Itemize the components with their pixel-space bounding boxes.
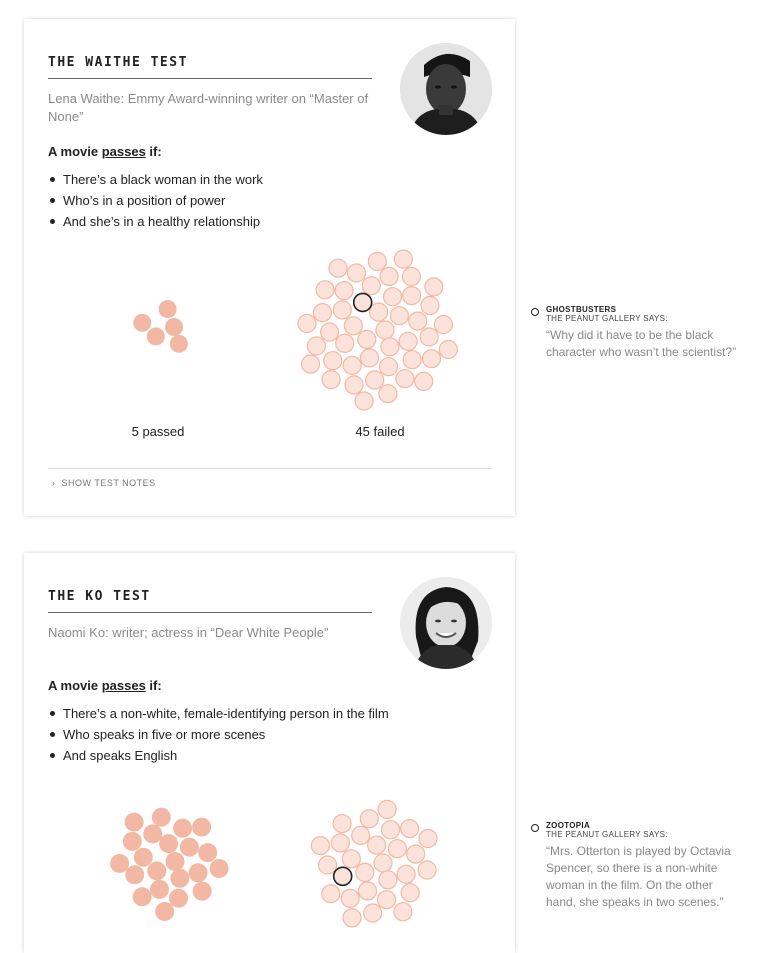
movie-dot[interactable]	[173, 819, 192, 838]
movie-dot[interactable]	[169, 889, 188, 908]
movie-dot[interactable]	[298, 315, 316, 333]
passes-heading: A movie passes if:	[48, 678, 162, 693]
movie-dot[interactable]	[381, 338, 399, 356]
annotation-quote: “Mrs. Otterton is played by Octavia Spencer, so there is a non-white woman in the film. On the other hand, she speaks in two scenes.”	[546, 844, 731, 909]
movie-dot[interactable]	[180, 838, 199, 857]
movie-dot[interactable]	[378, 800, 396, 818]
movie-dot[interactable]	[198, 843, 217, 862]
movie-dot[interactable]	[403, 351, 421, 369]
movie-dot[interactable]	[376, 321, 394, 339]
movie-dot[interactable]	[368, 836, 386, 854]
movie-dot[interactable]	[331, 834, 349, 852]
movie-dot[interactable]	[319, 856, 337, 874]
criteria-item: There’s a black woman in the work	[48, 169, 263, 190]
movie-dot[interactable]	[407, 845, 425, 863]
movie-dot[interactable]	[384, 288, 402, 306]
movie-dot[interactable]	[133, 887, 152, 906]
failed-count-label: 45 failed	[355, 424, 405, 439]
movie-annotation	[531, 821, 741, 911]
movie-dot[interactable]	[380, 267, 398, 285]
movie-dot[interactable]	[166, 852, 185, 871]
movie-dot[interactable]	[335, 282, 353, 300]
movie-dot[interactable]	[380, 358, 398, 376]
title-divider	[48, 612, 372, 613]
movie-dot[interactable]	[352, 826, 370, 844]
movie-dot[interactable]	[143, 824, 162, 843]
movie-dot[interactable]	[362, 277, 380, 295]
movie-dot[interactable]	[170, 869, 189, 888]
movie-dot[interactable]	[159, 300, 177, 318]
passed-count-label: 5 passed	[131, 424, 185, 439]
movie-dot[interactable]	[415, 372, 433, 390]
movie-dot[interactable]	[370, 303, 388, 321]
movie-dot[interactable]	[134, 848, 153, 867]
movie-dot[interactable]	[397, 865, 415, 883]
movie-dot[interactable]	[421, 297, 439, 315]
movie-dot[interactable]	[324, 352, 342, 370]
movie-dot[interactable]	[423, 350, 441, 368]
movie-dot[interactable]	[341, 889, 359, 907]
movie-dot[interactable]	[125, 865, 144, 884]
annotation-movie: GHOSTBUSTERS	[546, 305, 617, 314]
movie-dot[interactable]	[333, 301, 351, 319]
test-title: THE WAITHE TEST	[48, 55, 188, 70]
criteria-item: Who’s in a position of power	[48, 190, 263, 211]
test-card-ko	[24, 553, 515, 953]
movie-dot[interactable]	[210, 859, 229, 878]
movie-dot[interactable]	[125, 813, 144, 832]
highlight-marker-icon	[531, 824, 539, 832]
notes-divider	[48, 468, 492, 469]
person-description: Lena Waithe: Emmy Award-winning writer on “Master of None”	[48, 91, 369, 124]
criteria-item: And she’s in a healthy relationship	[48, 211, 263, 232]
movie-dot[interactable]	[123, 832, 142, 851]
movie-dot[interactable]	[150, 880, 169, 899]
movie-dot[interactable]	[329, 259, 347, 277]
movie-dot[interactable]	[342, 850, 360, 868]
movie-dot[interactable]	[419, 830, 437, 848]
movie-dot[interactable]	[192, 818, 211, 837]
title-divider	[48, 78, 372, 79]
movie-dot[interactable]	[133, 314, 151, 332]
movie-dot[interactable]	[379, 871, 397, 889]
passed-dot-cluster	[134, 295, 198, 359]
annotation-gallery-label: THE PEANUT GALLERY SAYS:	[546, 830, 668, 839]
movie-dot[interactable]	[409, 312, 427, 330]
annotation-gallery-label: THE PEANUT GALLERY SAYS:	[546, 314, 668, 323]
movie-dot[interactable]	[402, 268, 420, 286]
movie-dot[interactable]	[152, 808, 171, 827]
movie-dot[interactable]	[110, 854, 129, 873]
failed-dot-cluster	[304, 793, 446, 933]
movie-dot[interactable]	[159, 834, 178, 853]
movie-dot[interactable]	[358, 330, 376, 348]
movie-dot[interactable]	[361, 349, 379, 367]
movie-dot[interactable]	[316, 281, 334, 299]
movie-dot[interactable]	[356, 863, 374, 881]
movie-dot[interactable]	[355, 392, 373, 410]
movie-dot[interactable]	[439, 341, 457, 359]
movie-dot[interactable]	[390, 307, 408, 325]
highlighted-movie-dot[interactable]	[354, 293, 372, 311]
criteria-item: There’s a non-white, female-identifying person in the film	[48, 703, 389, 724]
movie-dot[interactable]	[307, 337, 325, 355]
movie-dot[interactable]	[418, 861, 436, 879]
movie-dot[interactable]	[401, 884, 419, 902]
test-card-waithe	[24, 19, 515, 516]
movie-dot[interactable]	[374, 854, 392, 872]
passed-dot-cluster	[102, 789, 232, 934]
movie-dot[interactable]	[368, 253, 386, 271]
movie-dot[interactable]	[170, 335, 188, 353]
failed-dot-cluster	[292, 245, 462, 415]
movie-dot[interactable]	[348, 264, 366, 282]
movie-dot[interactable]	[333, 815, 351, 833]
movie-dot[interactable]	[379, 385, 397, 403]
movie-dot[interactable]	[366, 371, 384, 389]
criteria-item: And speaks English	[48, 745, 389, 766]
movie-dot[interactable]	[336, 334, 354, 352]
movie-dot[interactable]	[425, 278, 443, 296]
show-test-notes-label: SHOW TEST NOTES	[61, 478, 156, 488]
movie-dot[interactable]	[322, 371, 340, 389]
movie-dot[interactable]	[313, 304, 331, 322]
passes-heading: A movie passes if:	[48, 144, 162, 159]
person-description: Naomi Ko: writer; actress in “Dear White People”	[48, 625, 329, 640]
movie-dot[interactable]	[147, 327, 165, 345]
movie-dot[interactable]	[155, 902, 174, 921]
movie-annotation	[531, 305, 741, 361]
movie-dot[interactable]	[345, 376, 363, 394]
movie-dot[interactable]	[344, 317, 362, 335]
movie-dot[interactable]	[378, 891, 396, 909]
movie-dot[interactable]	[364, 904, 382, 922]
movie-dot[interactable]	[343, 909, 361, 927]
movie-dot[interactable]	[403, 287, 421, 305]
movie-dot[interactable]	[394, 250, 412, 268]
movie-dot[interactable]	[359, 882, 377, 900]
criteria-item: Who speaks in five or more scenes	[48, 724, 389, 745]
criteria-list	[48, 169, 263, 232]
movie-dot[interactable]	[165, 318, 183, 336]
person-avatar	[400, 577, 492, 669]
movie-dot[interactable]	[322, 885, 340, 903]
movie-dot[interactable]	[388, 840, 406, 858]
show-test-notes-button[interactable]	[52, 478, 156, 488]
movie-dot[interactable]	[147, 861, 166, 880]
movie-dot[interactable]	[189, 863, 208, 882]
movie-dot[interactable]	[311, 837, 329, 855]
movie-dot[interactable]	[420, 328, 438, 346]
chevron-right-icon: ›	[52, 478, 56, 488]
movie-dot[interactable]	[360, 810, 378, 828]
movie-dot[interactable]	[382, 821, 400, 839]
movie-dot[interactable]	[394, 903, 412, 921]
movie-dot[interactable]	[321, 323, 339, 341]
annotation-quote: “Why did it have to be the black character who wasn’t the scientist?”	[546, 328, 737, 359]
movie-dot[interactable]	[401, 820, 419, 838]
highlight-marker-icon	[531, 308, 539, 316]
movie-dot[interactable]	[396, 370, 414, 388]
movie-dot[interactable]	[193, 882, 212, 901]
test-title: THE KO TEST	[48, 589, 151, 604]
annotation-movie: ZOOTOPIA	[546, 821, 591, 830]
movie-dot[interactable]	[343, 356, 361, 374]
person-avatar	[400, 43, 492, 135]
movie-dot[interactable]	[302, 355, 320, 373]
criteria-list	[48, 703, 389, 766]
movie-dot[interactable]	[434, 316, 452, 334]
movie-dot[interactable]	[399, 332, 417, 350]
highlighted-movie-dot[interactable]	[334, 867, 352, 885]
